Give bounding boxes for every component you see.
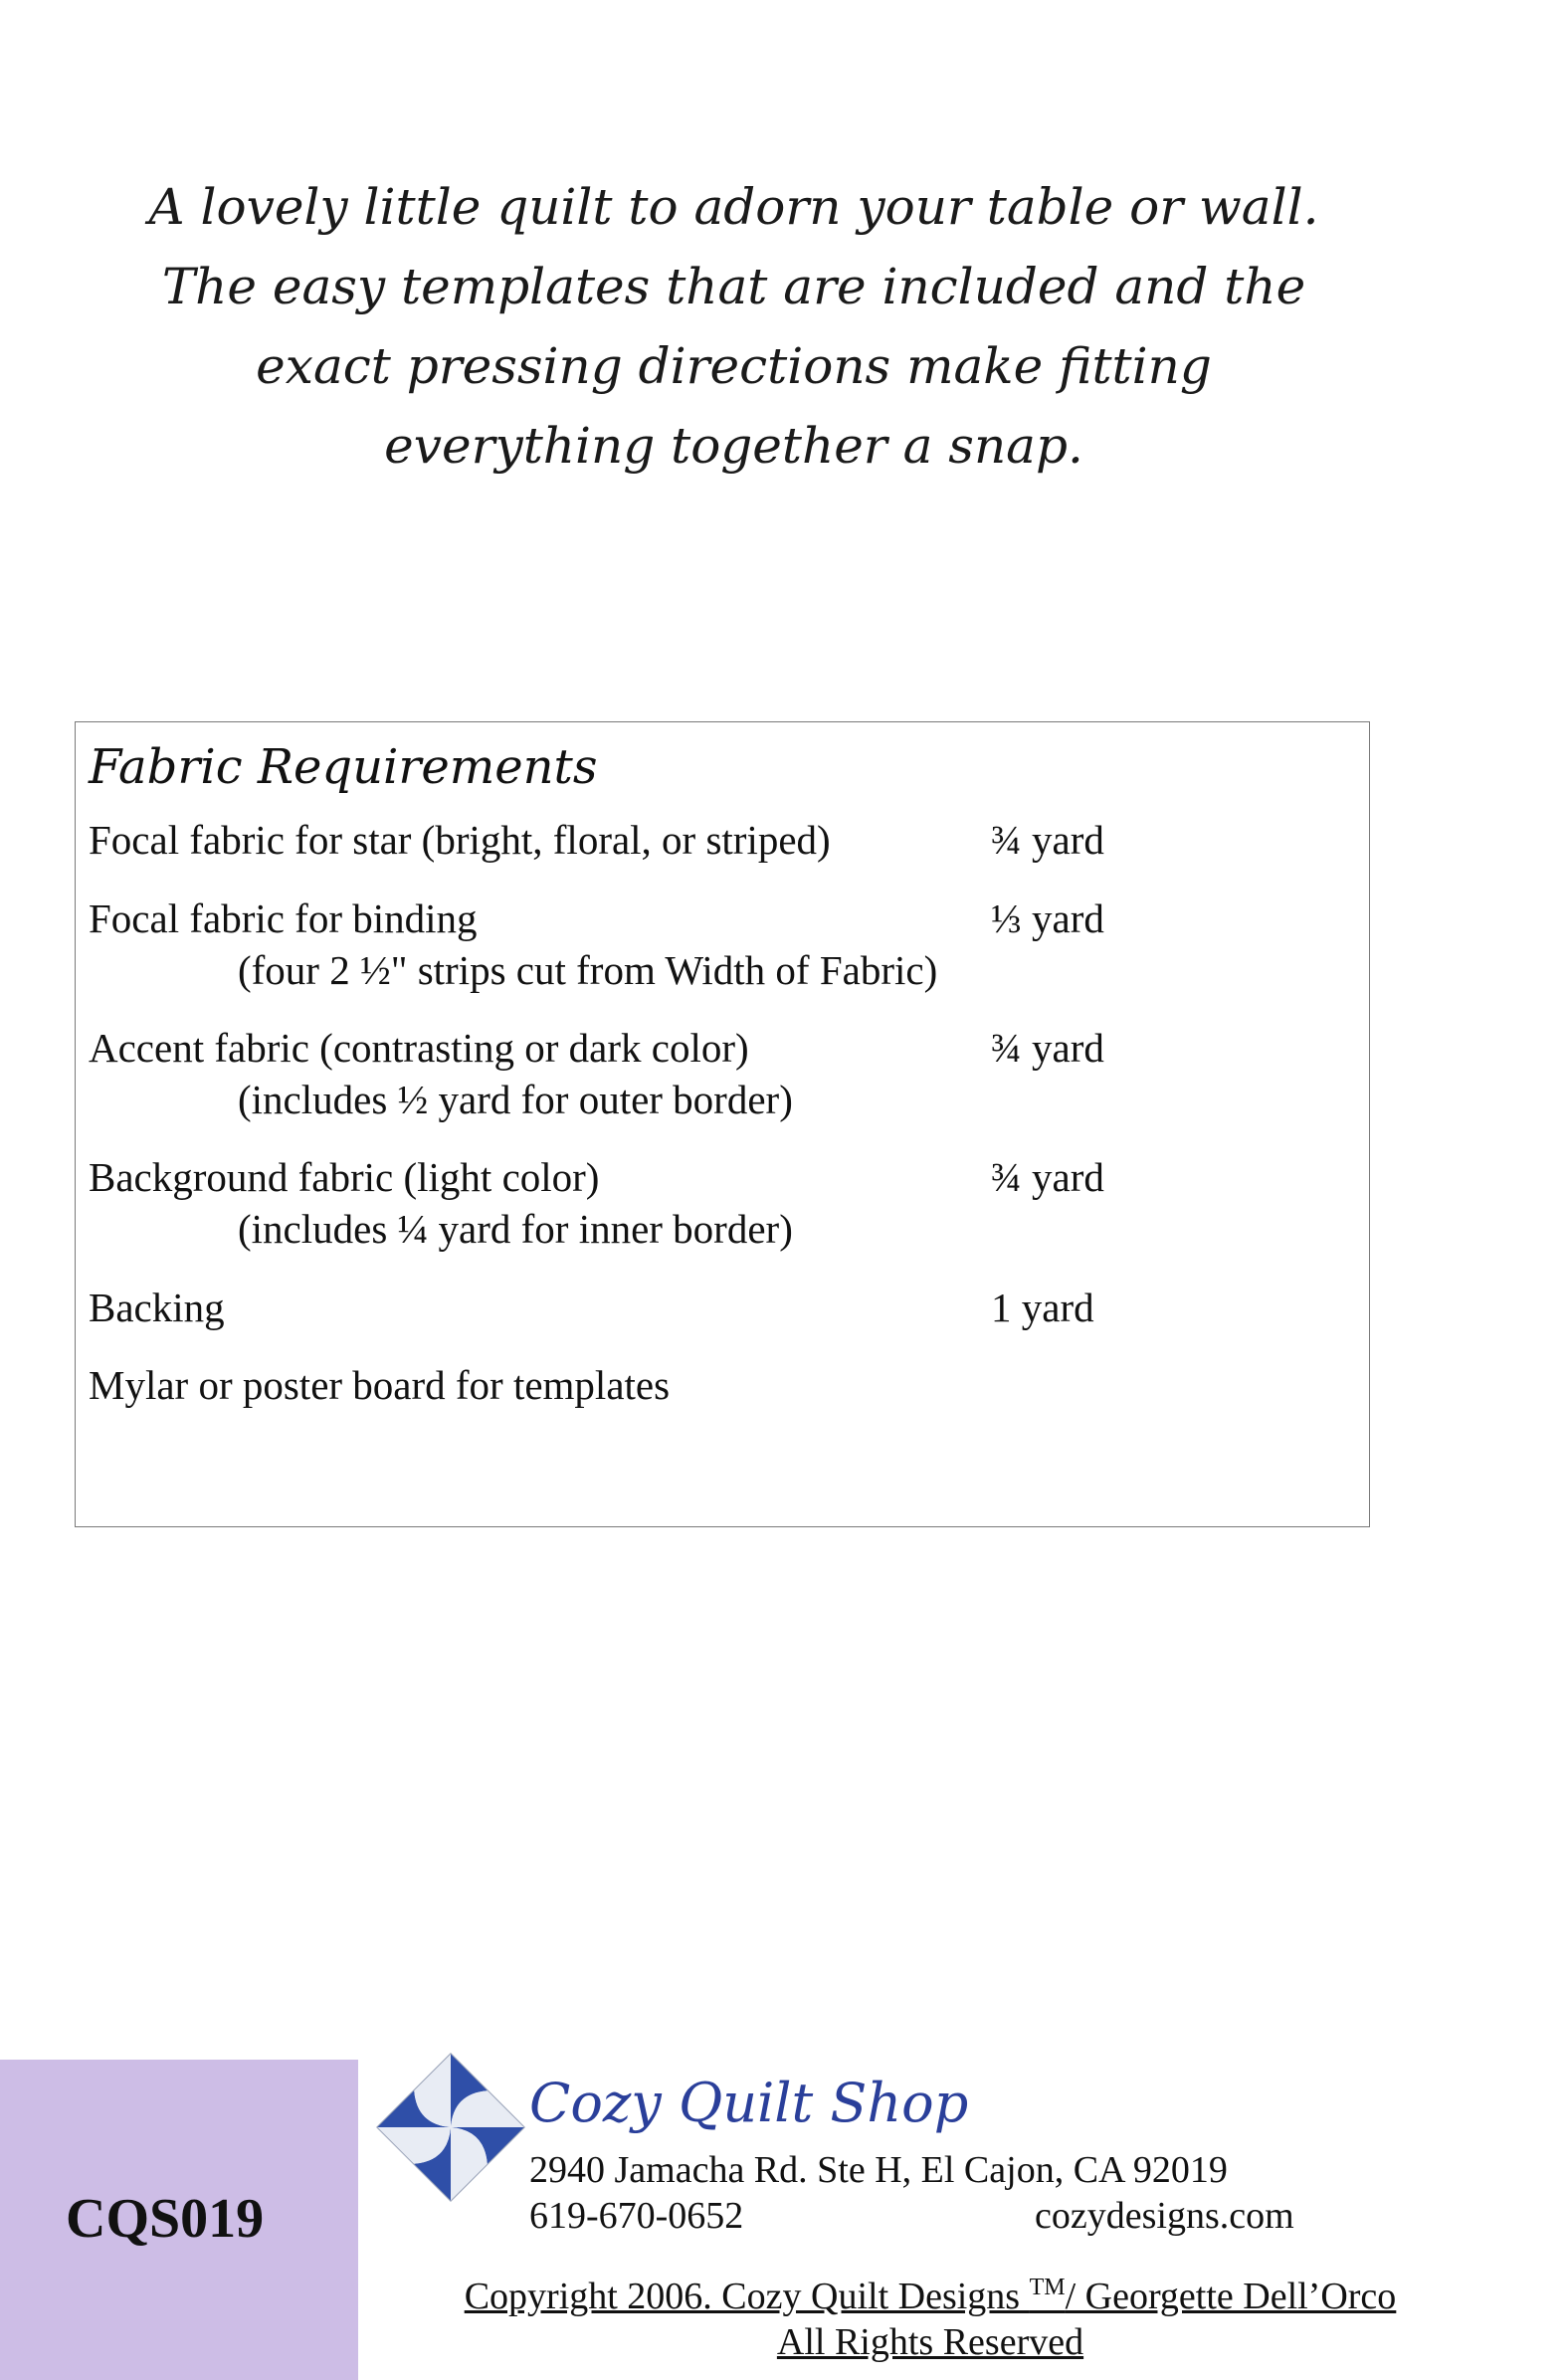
shop-address: 2940 Jamacha Rd. Ste H, El Cajon, CA 92019 [529,2149,1228,2191]
intro-text [80,167,1388,486]
requirement-quantity: 1 yard [991,1285,1094,1330]
requirement-item [89,892,1352,996]
requirement-name: Mylar or poster board for templates [89,1362,671,1408]
requirement-name: Background fabric (light color) [89,1154,600,1200]
pattern-code: CQS019 [66,2188,265,2250]
intro-line: exact pressing directions make fitting [256,337,1212,395]
requirement-quantity: ¾ yard [991,1154,1104,1200]
requirement-quantity: ⅓ yard [991,895,1104,941]
requirement-note: (includes ½ yard for outer border) [238,1077,793,1122]
shop-website: cozydesigns.com [1035,2195,1294,2237]
fabric-requirements-title: Fabric Requirements [89,739,598,795]
cozy-quilt-logo-icon [373,2050,528,2205]
copyright-text: Copyright 2006. Cozy Quilt Designs [464,2276,1030,2317]
requirement-item [89,1282,1352,1333]
copyright-line [398,2265,1463,2319]
intro-line: everything together a snap. [384,417,1083,475]
copyright-notice [398,2265,1463,2365]
requirement-name: Backing [89,1285,225,1330]
requirement-item [89,814,1352,866]
requirement-item [89,1022,1352,1125]
shop-name: Cozy Quilt Shop [529,2072,969,2134]
requirement-quantity: ¾ yard [991,817,1104,863]
requirement-note: (four 2 ½" strips cut from Width of Fabric) [238,947,938,993]
shop-phone: 619-670-0652 [529,2195,744,2237]
requirement-name: Accent fabric (contrasting or dark color) [89,1025,749,1071]
requirement-name: Focal fabric for binding [89,895,478,941]
requirement-note: (includes ¼ yard for inner border) [238,1206,793,1252]
requirement-item [89,1359,1352,1411]
rights-reserved: All Rights Reserved [776,2321,1084,2363]
copyright-author: / Georgette Dell’Orco [1065,2276,1397,2317]
fabric-requirements-box [75,721,1370,1527]
trademark-mark: TM [1029,2275,1066,2300]
requirement-item [89,1151,1352,1255]
requirement-quantity: ¾ yard [991,1025,1104,1071]
intro-line: A lovely little quilt to adorn your table or wall. [148,178,1319,236]
requirement-name: Focal fabric for star (bright, floral, or striped) [89,817,831,863]
intro-line: The easy templates that are included and the [161,258,1306,315]
